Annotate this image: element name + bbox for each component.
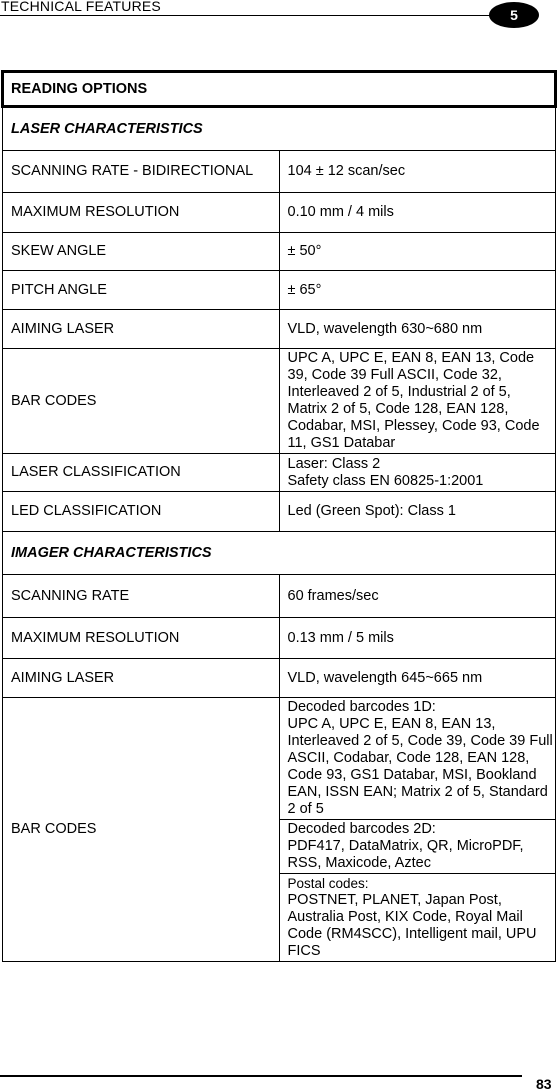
row-label: LED CLASSIFICATION <box>3 492 280 532</box>
table-row <box>3 575 556 618</box>
laser-class-line: Laser: Class 2 <box>287 455 381 472</box>
row-value <box>279 454 556 492</box>
header-divider <box>0 15 500 16</box>
laser-heading: LASER CHARACTERISTICS <box>3 107 556 151</box>
row-value: 60 frames/sec <box>279 575 556 618</box>
table-row <box>3 271 556 310</box>
table-row <box>3 233 556 271</box>
row-label: SCANNING RATE <box>3 575 280 618</box>
row-value: UPC A, UPC E, EAN 8, EAN 13, Code 39, Code 39 Full ASCII, Code 32, Interleaved 2 of 5, Industrial 2 of 5, Matrix 2 of 5, Code 128, EAN 128, Codabar, MSI, Plessey, Code 93, Code 11, GS1 Databar <box>279 349 556 454</box>
table-row <box>3 698 556 820</box>
row-value: ± 50° <box>279 233 556 271</box>
table-subheader <box>3 532 556 575</box>
row-value <box>279 874 556 962</box>
row-label: SCANNING RATE - BIDIRECTIONAL <box>3 151 280 193</box>
decoded-2d-list: PDF417, DataMatrix, QR, MicroPDF, RSS, Maxicode, Aztec <box>287 838 524 871</box>
table-row <box>3 349 556 454</box>
row-value: VLD, wavelength 645~665 nm <box>279 659 556 698</box>
row-label: AIMING LASER <box>3 310 280 349</box>
table-row <box>3 310 556 349</box>
decoded-1d-title: Decoded barcodes 1D: <box>287 699 436 715</box>
table-row <box>3 151 556 193</box>
row-label: SKEW ANGLE <box>3 233 280 271</box>
table-row <box>3 193 556 233</box>
header-title: TECHNICAL FEATURES <box>1 0 161 14</box>
table-row <box>3 618 556 659</box>
specifications-table <box>1 70 557 962</box>
section-title: READING OPTIONS <box>3 72 556 107</box>
table-row <box>3 492 556 532</box>
table-row <box>3 659 556 698</box>
row-value <box>279 820 556 874</box>
decoded-1d-list: UPC A, UPC E, EAN 8, EAN 13, Interleaved 2 of 5, Code 39, Code 39 Full ASCII, Codabar, Code 128, EAN 128, Code 93, GS1 Databar, MSI, Bookland EAN, ISSN EAN; Matrix 2 of 5, Standard 2 of 5 <box>287 716 553 817</box>
row-label: MAXIMUM RESOLUTION <box>3 193 280 233</box>
table-section-header <box>3 72 556 107</box>
row-value: Led (Green Spot): Class 1 <box>279 492 556 532</box>
row-value: 0.13 mm / 5 mils <box>279 618 556 659</box>
row-label: BAR CODES <box>3 349 280 454</box>
decoded-2d-title: Decoded barcodes 2D: <box>287 821 436 837</box>
postal-list: POSTNET, PLANET, Japan Post, Australia Post, KIX Code, Royal Mail Code (RM4SCC), Intelligent mail, UPU FICS <box>287 892 537 959</box>
row-label: AIMING LASER <box>3 659 280 698</box>
page-number: 83 <box>536 1076 552 1092</box>
table-subheader <box>3 107 556 151</box>
row-value: ± 65° <box>279 271 556 310</box>
row-value: 0.10 mm / 4 mils <box>279 193 556 233</box>
safety-class-line: Safety class EN 60825-1:2001 <box>287 472 484 489</box>
table-row <box>3 454 556 492</box>
imager-heading: IMAGER CHARACTERISTICS <box>3 532 556 575</box>
row-label: LASER CLASSIFICATION <box>3 454 280 492</box>
row-value <box>279 698 556 820</box>
footer-divider <box>0 1075 522 1077</box>
chapter-badge: 5 <box>489 2 539 28</box>
postal-title: Postal codes: <box>287 876 369 891</box>
row-label: PITCH ANGLE <box>3 271 280 310</box>
row-label: MAXIMUM RESOLUTION <box>3 618 280 659</box>
row-value: 104 ± 12 scan/sec <box>279 151 556 193</box>
row-value: VLD, wavelength 630~680 nm <box>279 310 556 349</box>
row-label: BAR CODES <box>3 698 280 962</box>
